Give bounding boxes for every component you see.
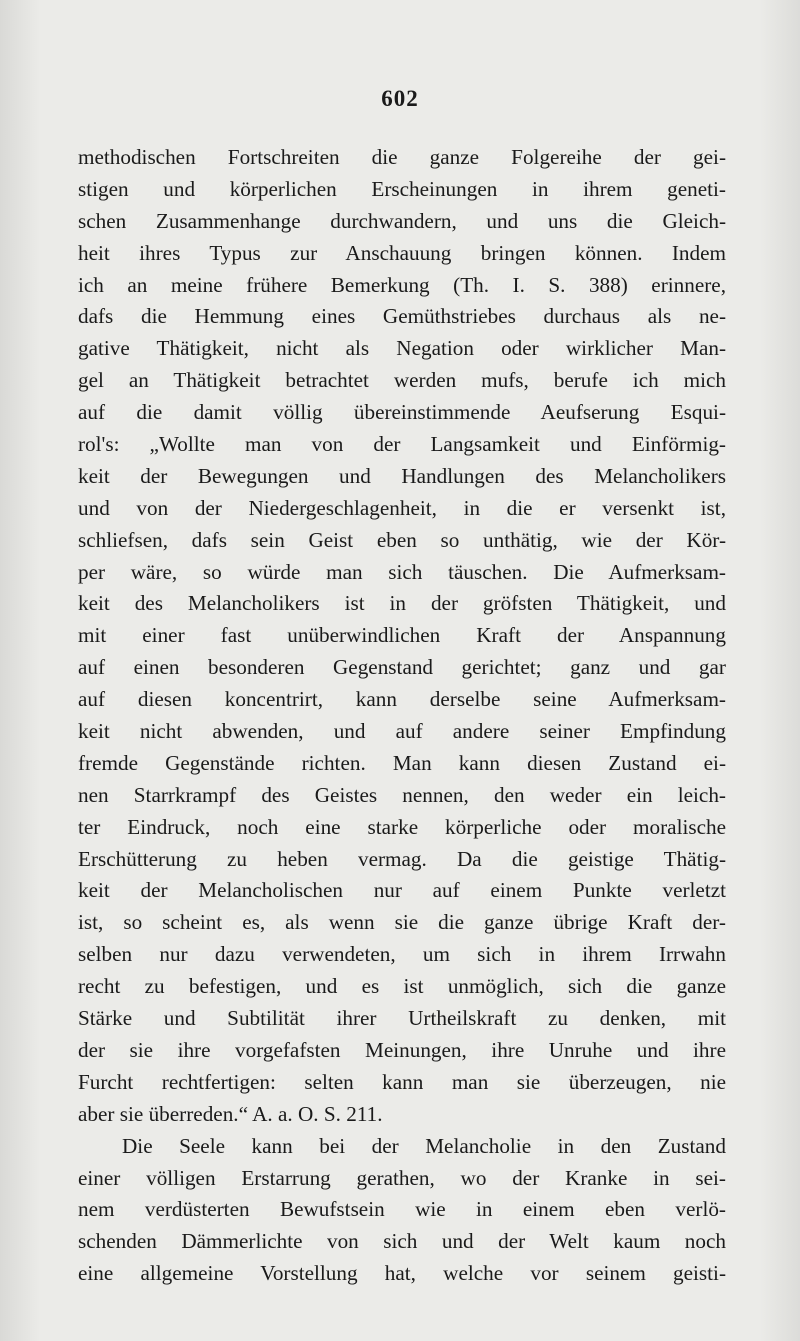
text-line: auf diesen koncentrirt, kann derselbe seine Aufmerksam- xyxy=(78,687,726,712)
text-line: auf die damit völlig übereinstimmende Aeufserung Esqui- xyxy=(78,400,726,425)
text-line: eine allgemeine Vorstellung hat, welche vor seinem geisti- xyxy=(78,1261,726,1286)
text-line: und von der Niedergeschlagenheit, in die er versenkt ist, xyxy=(78,495,726,520)
text-line: per wäre, so würde man sich täuschen. Die Aufmerksam- xyxy=(78,559,726,584)
text-line: auf einen besonderen Gegenstand gerichtet; ganz und gar xyxy=(78,655,726,680)
text-line: Erschütterung zu heben vermag. Da die geistige Thätig- xyxy=(78,846,726,871)
text-line: rol's: „Wollte man von der Langsamkeit und Einförmig- xyxy=(78,432,726,457)
text-line: keit der Bewegungen und Handlungen des Melancholikers xyxy=(78,463,726,488)
text-line-paragraph-end: aber sie überreden.“ A. a. O. S. 211. xyxy=(78,1101,383,1126)
body-text xyxy=(78,142,726,1290)
text-line: ter Eindruck, noch eine starke körperliche oder moralische xyxy=(78,814,726,839)
text-line: selben nur dazu verwendeten, um sich in ihrem Irrwahn xyxy=(78,942,726,967)
text-line: Stärke und Subtilität ihrer Urtheilskraft zu denken, mit xyxy=(78,1006,726,1031)
text-line: schenden Dämmerlichte von sich und der Welt kaum noch xyxy=(78,1229,726,1254)
text-line: mit einer fast unüberwindlichen Kraft der Anspannung xyxy=(78,623,726,648)
text-line: ist, so scheint es, als wenn sie die ganze übrige Kraft der- xyxy=(78,910,726,935)
text-line: nen Starrkrampf des Geistes nennen, den weder ein leich- xyxy=(78,782,726,807)
text-line: methodischen Fortschreiten die ganze Folgereihe der gei- xyxy=(78,145,726,169)
text-line: gative Thätigkeit, nicht als Negation oder wirklicher Man- xyxy=(78,336,726,361)
text-line: recht zu befestigen, und es ist unmöglich, sich die ganze xyxy=(78,974,726,999)
text-line: einer völligen Erstarrung gerathen, wo der Kranke in sei- xyxy=(78,1165,726,1190)
text-line: nem verdüsterten Bewufstsein wie in einem eben verlö- xyxy=(78,1197,726,1222)
text-line: keit der Melancholischen nur auf einem Punkte verletzt xyxy=(78,878,726,903)
text-line: Furcht rechtfertigen: selten kann man sie überzeugen, nie xyxy=(78,1069,726,1094)
page-number: 602 xyxy=(381,86,419,111)
text-line: dafs die Hemmung eines Gemüthstriebes durchaus als ne- xyxy=(78,304,726,329)
text-line: fremde Gegenstände richten. Man kann diesen Zustand ei- xyxy=(78,750,726,775)
text-line: schen Zusammenhange durchwandern, und uns die Gleich- xyxy=(78,208,726,233)
text-line: gel an Thätigkeit betrachtet werden mufs, berufe ich mich xyxy=(78,368,726,393)
text-line: ich an meine frühere Bemerkung (Th. I. S. 388) erinnere, xyxy=(78,272,726,297)
text-line: schliefsen, dafs sein Geist eben so unthätig, wie der Kör- xyxy=(78,527,726,552)
text-line: keit nicht abwenden, und auf andere seiner Empfindung xyxy=(78,719,726,744)
text-line: keit des Melancholikers ist in der gröfsten Thätigkeit, und xyxy=(78,591,726,616)
text-line: der sie ihre vorgefafsten Meinungen, ihre Unruhe und ihre xyxy=(78,1037,726,1062)
text-line: stigen und körperlichen Erscheinungen in ihrem geneti- xyxy=(78,176,726,201)
text-line: heit ihres Typus zur Anschauung bringen können. Indem xyxy=(78,240,726,265)
text-line-paragraph-start: Die Seele kann bei der Melancholie in den Zustand xyxy=(122,1133,726,1158)
